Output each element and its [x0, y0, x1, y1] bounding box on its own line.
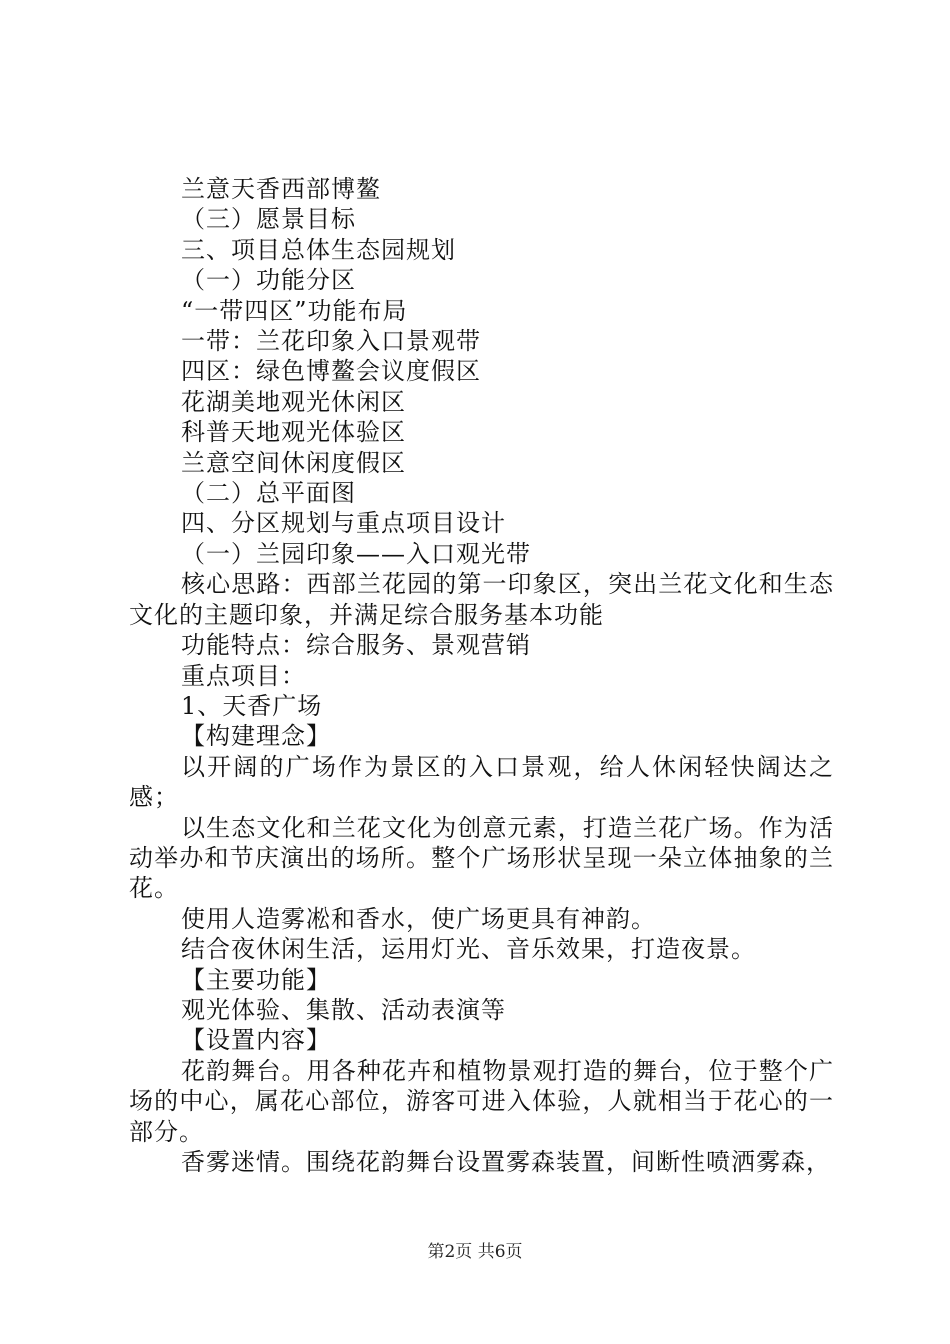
paragraph: 四、分区规划与重点项目设计 [181, 509, 506, 538]
paragraph: 兰意天香西部博鳌 [181, 175, 381, 203]
paragraph: 1、天香广场 [181, 691, 323, 720]
paragraph: 香雾迷情。围绕花韵舞台设置雾森装置，间断性喷洒雾森， [181, 1148, 831, 1176]
paragraph: 兰意空间休闲度假区 [181, 448, 406, 477]
paragraph: （一）功能分区 [181, 266, 356, 295]
paragraph: 四区：绿色博鳌会议度假区 [181, 357, 481, 386]
document-body [129, 174, 834, 1177]
paragraph: 使用人造雾凇和香水，使广场更具有神韵。 [181, 904, 656, 933]
paragraph: 【主要功能】 [181, 965, 331, 994]
paragraph: 以生态文化和兰花文化为创意元素，打造兰花广场。作为活动举办和节庆演出的场所。整个广场形状呈现一朵立体抽象的兰花。 [129, 813, 834, 903]
paragraph: 花韵舞台。用各种花卉和植物景观打造的舞台，位于整个广场的中心，属花心部位，游客可进入体验，人就相当于花心的一部分。 [129, 1056, 834, 1146]
paragraph: （三）愿景目标 [181, 205, 356, 234]
paragraph: （一）兰园印象——入口观光带 [181, 539, 531, 568]
paragraph: 观光体验、集散、活动表演等 [181, 995, 506, 1024]
paragraph: 功能特点：综合服务、景观营销 [181, 631, 531, 660]
paragraph: 结合夜休闲生活，运用灯光、音乐效果，打造夜景。 [181, 935, 756, 964]
paragraph: 三、项目总体生态园规划 [181, 235, 456, 264]
paragraph: 核心思路：西部兰花园的第一印象区，突出兰花文化和生态文化的主题印象，并满足综合服务基本功能 [129, 570, 834, 629]
paragraph: 【设置内容】 [181, 1026, 331, 1055]
paragraph: 【构建理念】 [181, 722, 331, 751]
paragraph: 科普天地观光体验区 [181, 418, 406, 447]
paragraph: “一带四区”功能布局 [181, 296, 408, 325]
paragraph: 花湖美地观光休闲区 [181, 387, 406, 416]
paragraph: （二）总平面图 [181, 479, 356, 508]
paragraph: 重点项目： [181, 661, 306, 690]
page-number-footer: 第2页 共6页 [427, 1242, 523, 1262]
paragraph: 以开阔的广场作为景区的入口景观，给人休闲轻快阔达之感； [129, 752, 834, 812]
paragraph: 一带：兰花印象入口景观带 [181, 327, 481, 356]
